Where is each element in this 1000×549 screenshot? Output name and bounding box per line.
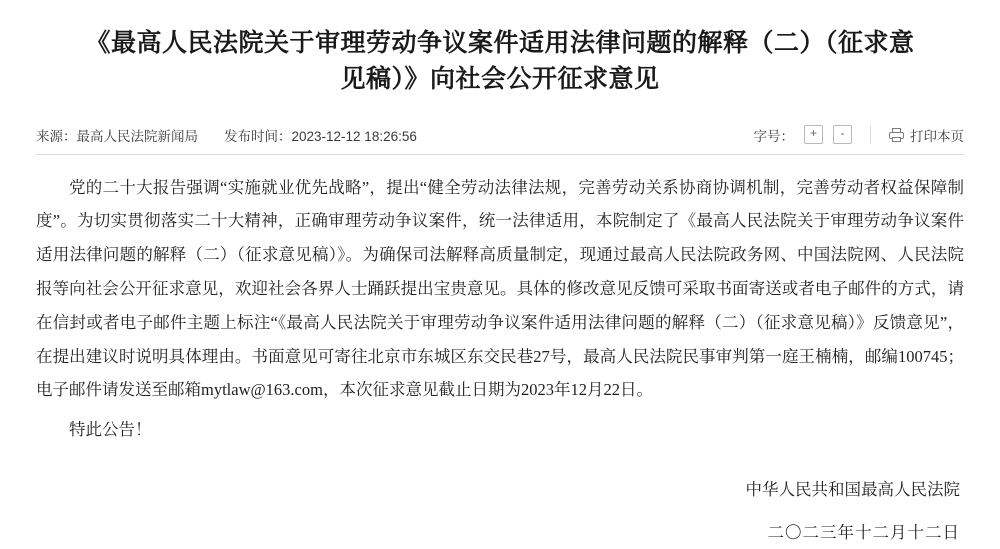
document-body — [36, 171, 964, 448]
vertical-divider — [870, 126, 871, 144]
meta-left-group — [36, 125, 417, 145]
font-size-decrease-button[interactable]: - — [833, 125, 852, 144]
paragraph-2: 特此公告！ — [69, 420, 152, 440]
signature-block — [36, 473, 964, 549]
meta-bar — [36, 125, 964, 155]
publish-time-text: 发布时间：2023-12-12 18:26:56 — [224, 128, 417, 144]
signature-date: 二〇二三年十二月十二日 — [767, 523, 960, 542]
font-size-label: 字号： — [753, 128, 794, 144]
printer-icon — [889, 128, 904, 142]
paragraph-1: 党的二十大报告强调“实施就业优先战略”，提出“健全劳动法律法规，完善劳动关系协商协调机制，完善劳动者权益保障制度”。为切实贯彻落实二十大精神，正确审理劳动争议案件，统一法律适用，本院制定了《最高人民法院关于审理劳动争议案件适用法律问题的解释（二）（征求意见稿）》。为确保司法解释高质量制定，现通过最高人民法院政务网、中国法院网、人民法院报等向社会公开征求意见，欢迎社会各界人士踊跃提出宝贵意见。具体的修改意见反馈可采取书面寄送或者电子邮件的方式，请在信封或者电子邮件主题上标注“《最高人民法院关于审理劳动争议案件适用法律问题的解释（二）（征求意见稿）》反馈意见”，在提出建议时说明具体理由。书面意见可寄往北京市东城区东交民巷27号，最高人民法院民事审判第一庭王楠楠，邮编100745；电子邮件请发送至邮箱mytlaw@163.com，本次征求意见截止日期为2023年12月22日。 — [36, 177, 964, 400]
issuer-text: 中华人民共和国最高人民法院 — [745, 480, 960, 499]
meta-right-group — [754, 125, 965, 145]
source-text: 来源：最高人民法院新闻局 — [36, 128, 198, 144]
print-page-label: 打印本页 — [910, 128, 964, 144]
print-page-button[interactable] — [889, 125, 964, 145]
font-size-increase-button[interactable]: + — [804, 125, 823, 144]
page-title: 《最高人民法院关于审理劳动争议案件适用法律问题的解释（二）（征求意见稿）》向社会公开征求意见 — [85, 30, 915, 94]
